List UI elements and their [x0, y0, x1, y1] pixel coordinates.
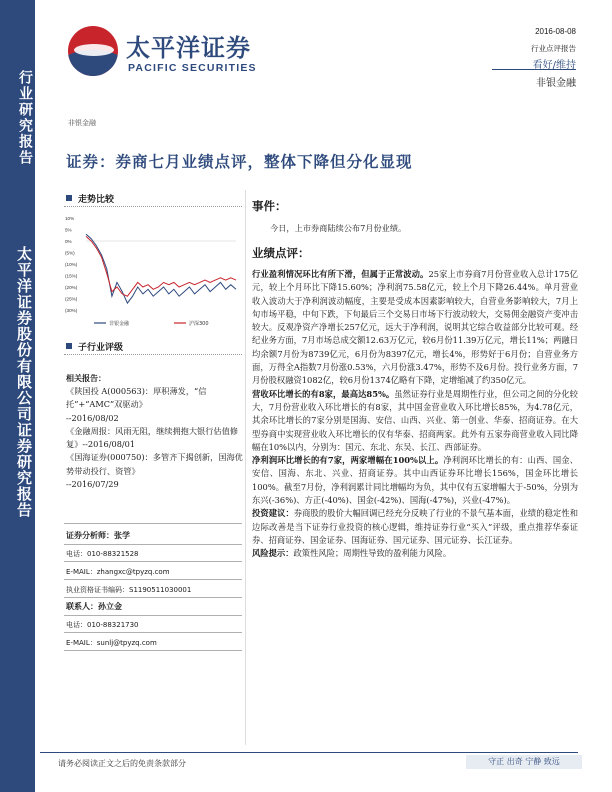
report-date: 2016-08-08 [535, 27, 576, 36]
legend-label: 非银金融 [109, 321, 130, 327]
contact-divider [64, 579, 242, 580]
y-tick-label: (25%) [65, 296, 78, 302]
related-report: 《国海证券(000750)：多管齐下揭创新，国海优势带动投行、资管》 [66, 452, 243, 476]
sidebar-report-category: 行业研究报告 [17, 70, 33, 166]
analyst-name: 证券分析师：张学 [66, 531, 130, 540]
header-divider [492, 69, 576, 70]
related-report-date: --2016/07/29 [66, 479, 119, 490]
footer-motto: 守正 出奇 宁静 致远 [466, 755, 582, 769]
analyst-cert: 执业资格证书编码：S1190511030001 [66, 586, 192, 594]
contact-divider [64, 650, 242, 651]
investment-advice: 投资建议：券商股的股价大幅回调已经充分反映了行业的不景气基本面，业绩的稳定性和边际改善是当下证券行业投资的核心逻辑，维持证券行业“买入”评级，重点推荐华泰证券、招商证券、国金证券、国海证券、国元证券、国元证券、长江证券。 [252, 508, 578, 545]
contact-divider [64, 544, 242, 545]
analysis-paragraph: 营收环比增长的有8家，最高达85%。虽然证券行业是周期性行业，但公司之间的分化较大，7月份营业收入环比增长的有8家，其中国金营业收入环比增长85%，为4.78亿元，其余环比增长的7家分别是国海、安信、山西、兴业、第一创业、华泰、招商证券。在大型券商中实现营业收入环比增长的仅有华泰、招商两家。此外有五家券商营业收入同比降幅在10%以内，分别为：国元、东北、东吴、长江、西部证券。 [252, 388, 578, 452]
section-marker-icon [66, 195, 72, 201]
logo-cn-text: 太平洋证券 [126, 34, 251, 62]
y-tick-label: (30%) [65, 308, 78, 313]
event-text: 今日，上市券商陆续公布7月份业绩。 [270, 223, 407, 233]
risk-warning: 风险提示：政策性风险；周期性导致的盈利能力风险。 [252, 548, 452, 559]
series-line [86, 234, 236, 303]
page-title: 证券：券商七月业绩点评，整体下降但分化显现 [66, 152, 413, 171]
footer-disclaimer: 请务必阅读正文之后的免责条款部分 [58, 759, 186, 768]
y-tick-label: 0% [65, 239, 72, 244]
column-divider [245, 190, 246, 745]
series-line [86, 236, 236, 296]
related-report-date: --2016/08/02 [66, 412, 119, 423]
section-divider [64, 206, 242, 207]
analysis-body [252, 268, 578, 561]
contact-name: 联系人：孙立金 [66, 602, 122, 611]
logo-emblem-icon [68, 26, 118, 76]
trend-chart [64, 212, 242, 332]
contact-divider [64, 523, 242, 524]
contact-divider [64, 561, 242, 562]
contact-divider [64, 632, 242, 633]
related-report: 《金融周报：风雨无阻，继续拥抱大银行估值修复》--2016/08/01 [66, 425, 238, 450]
related-report: 《陕国投 A(000563)：厚积薄发，“信托”+“AMC”双驱动》 [66, 386, 207, 410]
trend-heading: 走势比较 [66, 192, 114, 205]
report-type: 行业点评报告 [531, 44, 576, 53]
y-tick-label: 10% [65, 216, 75, 221]
event-heading: 事件： [252, 199, 287, 213]
y-tick-label: (15%) [65, 273, 78, 279]
related-reports-list [66, 385, 244, 491]
contact-divider [64, 597, 242, 598]
contact-email: E-MAIL：sunlj@tpyzq.com [66, 639, 157, 647]
sidebar-company-label: 太平洋证券股份有限公司证券研究报告 [15, 246, 33, 518]
logo-en-text: PACIFIC SECURITIES [128, 62, 257, 74]
y-tick-label: 5% [65, 227, 72, 233]
y-tick-label: (20%) [65, 285, 78, 290]
rating: 看好/维持 [532, 60, 576, 71]
breadcrumb: 非银金融 [68, 119, 96, 127]
analysis-paragraph: 净利润环比增长的有7家，两家增幅在100%以上。净利润环比增长的有：山西、国金、安信、国海、东北、兴业、招商证券。其中山西证券环比增长156%，国金环比增长100%。截至7月份，净利润累计同比增幅均为负，其中仅有五家增幅大于-50%，分别为东兴(-36%)、方正(-40%)、国金(-42%)、国海(-47%)，兴业(-47%)。 [252, 455, 578, 506]
analyst-email: E-MAIL：zhangxc@tpyzq.com [66, 568, 170, 576]
comment-heading: 业绩点评： [252, 246, 310, 260]
section-divider [64, 354, 242, 355]
contact-divider [64, 615, 242, 616]
related-reports-heading: 相关报告： [66, 374, 106, 383]
analysis-paragraph: 行业盈利情况环比有所下滑，但属于正常波动。25家上市券商7月份营业收入总计175亿元，较上个月环比下降15.60%；净利润75.58亿元，较上个月下降26.44%。单月营业收入波动大于净利润波动幅度，主要是受成本因素影响较大，自营业务影响较大，7月上旬市场平稳，中旬下跌，下旬最后三个交易日市场下行波动较大，交易佣金融资产变冲击较大。反观净资产净增长257亿元，远大于净利润，说明其它综合收益部分比较可观。经纪业务方面，7月市场总成交额12.63万亿元，较6月份11.39万亿元，增长11%；两融日均余额7月份为8739亿元，6月份为8397亿元，增长4%，形势好于6月份；自营业务方面，万得全A指数7月份涨0.53%，六月份涨3.47%，形势不及6月份。投行业务方面，7月份股权融资1082亿，较6月份1374亿略有下降，定增缩减了约350亿元。 [252, 269, 578, 386]
section-marker-icon [66, 343, 72, 349]
sub-rating-heading: 子行业评级 [66, 340, 123, 353]
analyst-phone: 电话：010-88321528 [66, 550, 139, 558]
industry-label: 非银金融 [536, 78, 576, 89]
footer-divider [40, 752, 578, 753]
legend-label: 沪深300 [189, 321, 209, 327]
company-logo [68, 26, 268, 86]
contact-phone: 电话：010-88321730 [66, 621, 139, 629]
y-tick-label: (10%) [65, 262, 78, 267]
y-tick-label: (5%) [65, 250, 75, 256]
